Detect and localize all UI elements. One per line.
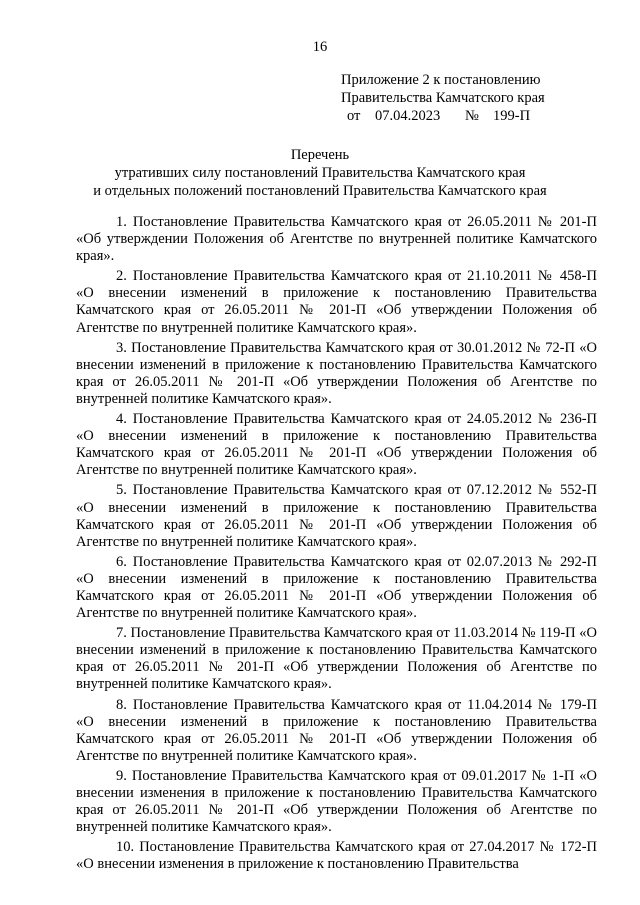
list-item: 4. Постановление Правительства Камчатского края от 24.05.2012 № 236-П «О внесении изменений в приложение к постановлению Правительства Камчатского края от 26.05.2011 № 201-П «Об утверждении Положения об Агентстве по внутренней политике Камчатского края». — [76, 411, 597, 479]
page-number: 16 — [312, 39, 328, 55]
document-title — [0, 146, 640, 200]
list-item: 5. Постановление Правительства Камчатского края от 07.12.2012 № 552-П «О внесении изменений в приложение к постановлению Правительства Камчатского края от 26.05.2011 № 201-П «Об утверждении Положения об Агентстве по внутренней политике Камчатского края». — [76, 482, 597, 550]
list-item: 6. Постановление Правительства Камчатского края от 02.07.2013 № 292-П «О внесении изменений в приложение к постановлению Правительства Камчатского края от 26.05.2011 № 201-П «Об утверждении Положения об Агентстве по внутренней политике Камчатского края». — [76, 553, 597, 622]
list-item: 9. Постановление Правительства Камчатского края от 09.01.2017 № 1-П «О внесении изменения в приложение к постановлению Правительства Камчатского края от 26.05.2011 № 201-П «Об утверждении Положения об Агентстве по внутренней политике Камчатского края». — [76, 767, 597, 836]
list-item: 2. Постановление Правительства Камчатского края от 21.10.2011 № 458-П «О внесении изменений в приложение к постановлению Правительства Камчатского края от 26.05.2011 № 201-П «Об утверждении Положения об Агентстве по внутренней политике Камчатского края». — [76, 268, 597, 336]
appendix-date-line — [341, 107, 601, 125]
items-list — [76, 214, 597, 876]
title-line-3: и отдельных положений постановлений Правительства Камчатского края — [93, 183, 547, 199]
appendix-date: 07.04.2023 — [375, 108, 441, 124]
appendix-from-label: от — [347, 108, 361, 124]
appendix-line-1: Приложение 2 к постановлению — [341, 72, 541, 88]
appendix-number-sign: № — [465, 108, 479, 124]
title-line-1: Перечень — [290, 147, 350, 163]
appendix-block — [341, 71, 601, 125]
list-item: 8. Постановление Правительства Камчатского края от 11.04.2014 № 179-П «О внесении изменений в приложение к постановлению Правительства Камчатского края от 26.05.2011 № 201-П «Об утверждении Положения об Агентстве по внутренней политике Камчатского края». — [76, 696, 597, 764]
list-item: 10. Постановление Правительства Камчатского края от 27.04.2017 № 172-П «О внесении изменения в приложение к постановлению Правительства — [76, 839, 597, 873]
title-line-2: утративших силу постановлений Правительства Камчатского края — [114, 165, 526, 181]
list-item: 1. Постановление Правительства Камчатского края от 26.05.2011 № 201-П «Об утверждении Положения об Агентстве по внутренней политике Камчатского края». — [76, 214, 597, 265]
appendix-line-2: Правительства Камчатского края — [341, 90, 545, 106]
list-item: 7. Постановление Правительства Камчатского края от 11.03.2014 № 119-П «О внесении изменений в приложение к постановлению Правительства Камчатского края от 26.05.2011 № 201-П «Об утверждении Положения об Агентстве по внутренней политике Камчатского края». — [76, 625, 597, 693]
list-item: 3. Постановление Правительства Камчатского края от 30.01.2012 № 72-П «О внесении изменений в приложение к постановлению Правительства Камчатского края от 26.05.2011 № 201-П «Об утверждении Положения об Агентстве по внутренней политике Камчатского края». — [76, 339, 597, 407]
appendix-number: 199-П — [493, 108, 531, 124]
